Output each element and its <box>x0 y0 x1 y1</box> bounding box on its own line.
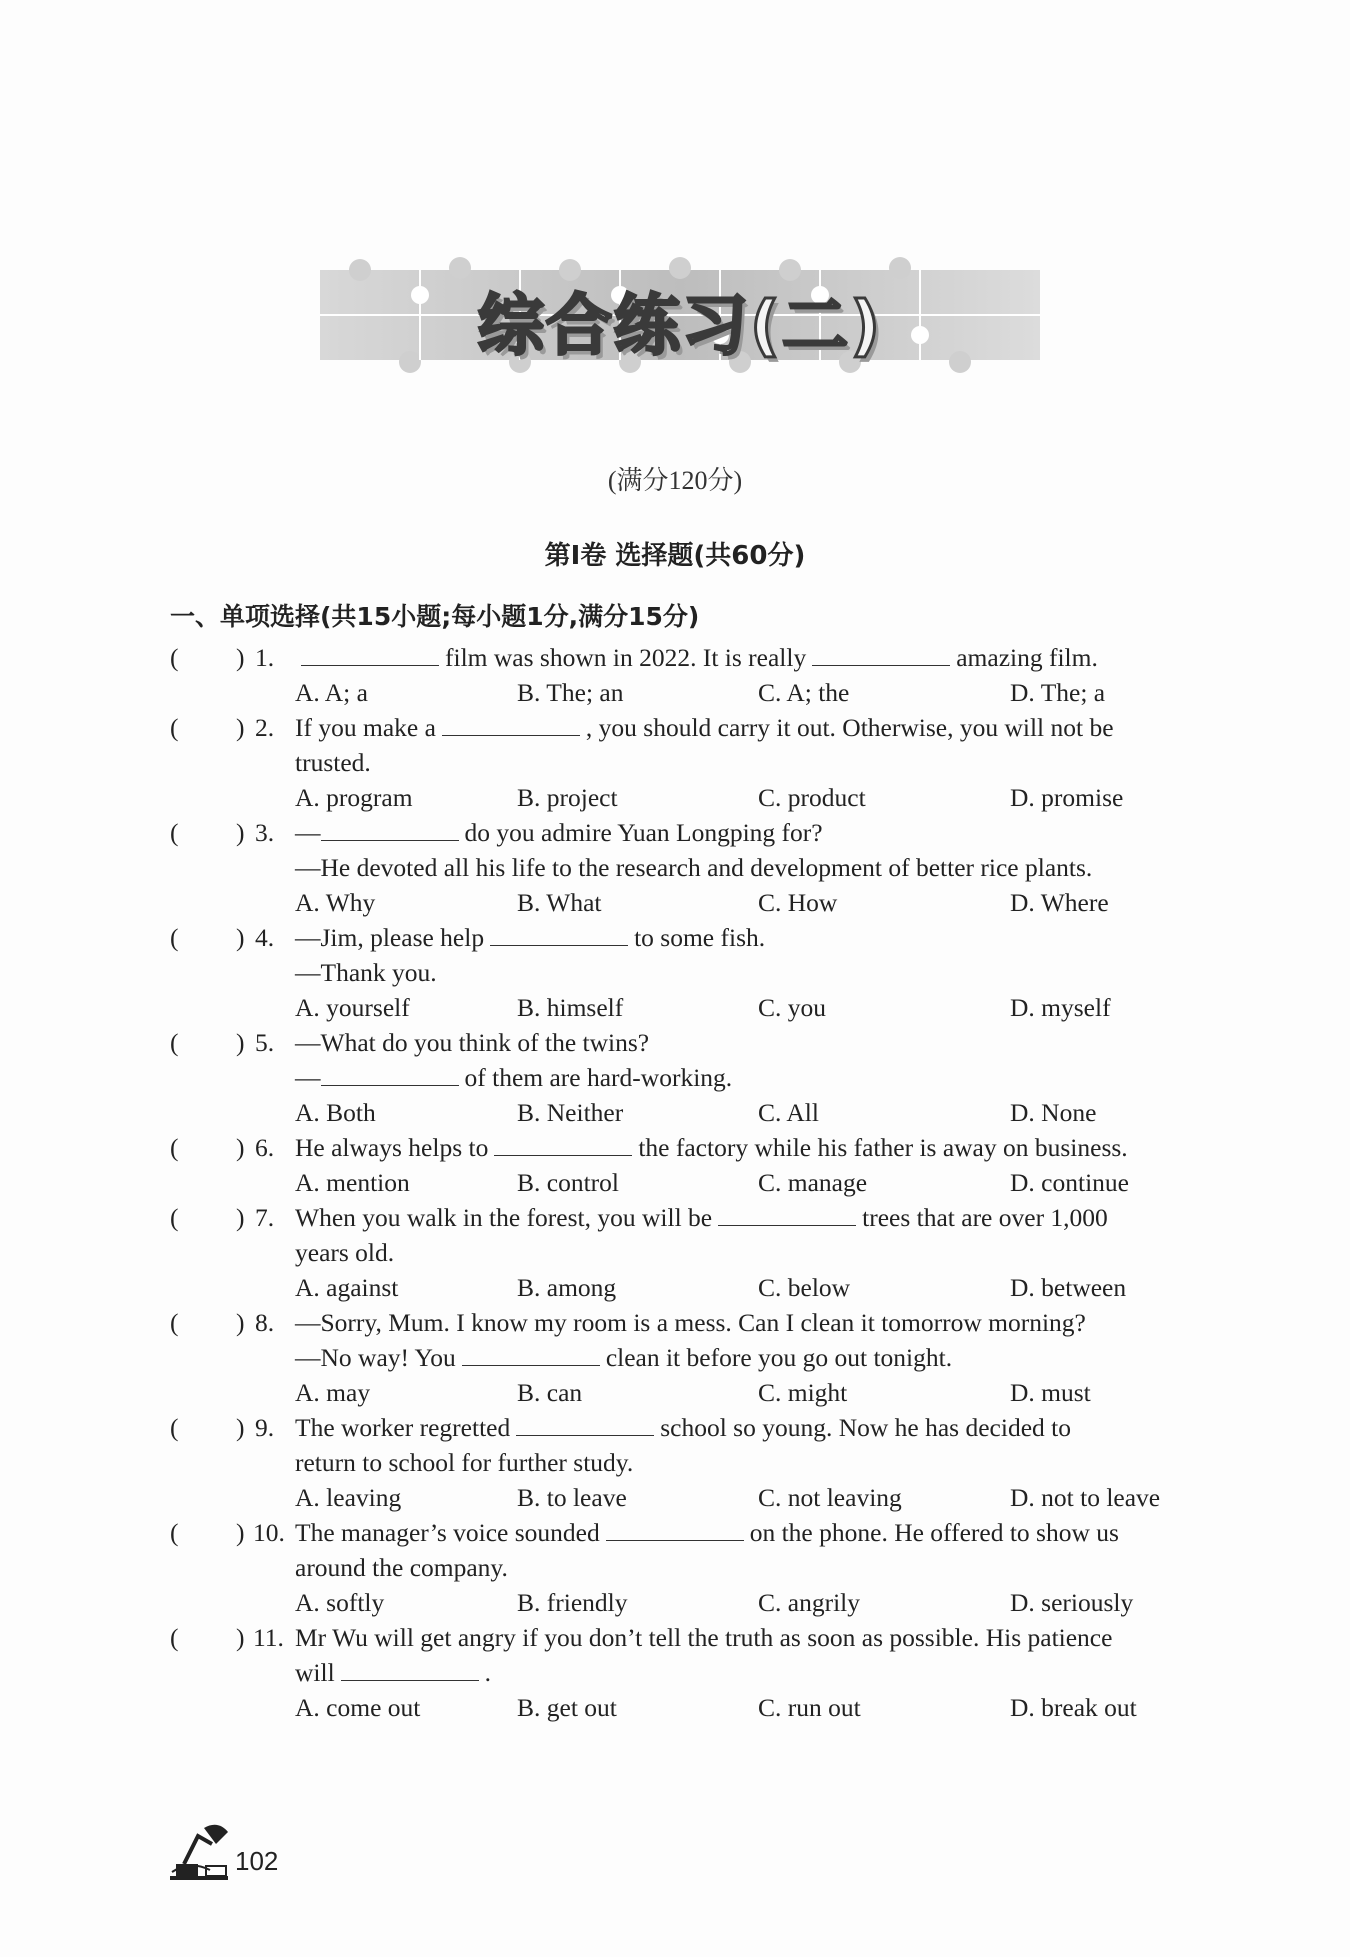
option-b: B. control <box>517 1168 619 1197</box>
answer-paren-right: ) <box>236 1623 245 1652</box>
question-stem-continued: —No way! You clean it before you go out tonight. <box>295 1343 953 1372</box>
option-b: B. friendly <box>517 1588 628 1617</box>
answer-blank <box>301 641 439 666</box>
question-stem-continued: —Thank you. <box>295 958 437 987</box>
question-number: 7. <box>255 1203 275 1232</box>
question-number: 2. <box>255 713 275 742</box>
option-a: A. mention <box>295 1168 410 1197</box>
answer-blank <box>442 711 580 736</box>
answer-paren-right: ) <box>236 1028 245 1057</box>
question-stem: If you make a , you should carry it out. Otherwise, you will not be <box>295 713 1114 742</box>
answer-paren-left: ( <box>170 1518 179 1547</box>
page-number: 102 <box>235 1846 279 1876</box>
question-2 <box>0 710 1350 815</box>
option-d: D. The; a <box>1010 678 1106 707</box>
answer-paren-left: ( <box>170 923 179 952</box>
option-a: A. against <box>295 1273 399 1302</box>
part-title: 第Ⅰ卷 选择题(共60分) <box>544 541 806 571</box>
section-title: 一、单项选择(共15小题;每小题1分,满分15分) <box>170 602 700 631</box>
option-row <box>0 780 1350 815</box>
question-number: 10. <box>253 1518 285 1547</box>
page-title: 综合练习(二) <box>477 287 883 364</box>
option-row <box>0 1270 1350 1305</box>
option-row <box>0 1165 1350 1200</box>
question-number: 5. <box>255 1028 275 1057</box>
option-row <box>0 1585 1350 1620</box>
answer-paren-left: ( <box>170 1028 179 1057</box>
answer-paren-left: ( <box>170 713 179 742</box>
option-b: B. to leave <box>517 1483 627 1512</box>
answer-paren-right: ) <box>236 1133 245 1162</box>
option-c: C. not leaving <box>758 1483 902 1512</box>
answer-paren-left: ( <box>170 1413 179 1442</box>
question-stem: —What do you think of the twins? <box>295 1028 650 1057</box>
option-c: C. All <box>758 1098 819 1127</box>
question-stem: Mr Wu will get angry if you don’t tell the truth as soon as possible. His patience <box>295 1623 1113 1652</box>
option-b: B. What <box>517 888 602 917</box>
answer-blank <box>341 1656 479 1681</box>
answer-blank <box>462 1341 600 1366</box>
answer-paren-right: ) <box>236 643 245 672</box>
option-c: C. How <box>758 888 838 917</box>
question-stem-continued: return to school for further study. <box>295 1448 634 1477</box>
answer-paren-left: ( <box>170 1623 179 1652</box>
question-number: 11. <box>253 1623 284 1652</box>
option-c: C. manage <box>758 1168 868 1197</box>
option-c: C. run out <box>758 1693 861 1722</box>
answer-blank <box>494 1131 632 1156</box>
question-number: 6. <box>255 1133 275 1162</box>
question-stem-continued: trusted. <box>295 748 371 777</box>
question-number: 3. <box>255 818 275 847</box>
question-number: 1. <box>255 643 275 672</box>
answer-paren-right: ) <box>236 1308 245 1337</box>
option-a: A. may <box>295 1378 371 1407</box>
answer-paren-left: ( <box>170 643 179 672</box>
option-b: B. can <box>517 1378 583 1407</box>
option-row <box>0 675 1350 710</box>
question-11 <box>0 1620 1350 1725</box>
option-row <box>0 1095 1350 1130</box>
question-8 <box>0 1305 1350 1410</box>
answer-blank <box>516 1411 654 1436</box>
answer-paren-right: ) <box>236 818 245 847</box>
option-b: B. get out <box>517 1693 617 1722</box>
option-a: A. softly <box>295 1588 385 1617</box>
answer-blank <box>812 641 950 666</box>
option-b: B. himself <box>517 993 624 1022</box>
answer-paren-right: ) <box>236 1203 245 1232</box>
option-d: D. continue <box>1010 1168 1129 1197</box>
question-stem-continued: —He devoted all his life to the research and development of better rice plants. <box>295 853 1093 882</box>
option-d: D. must <box>1010 1378 1091 1407</box>
question-stem: When you walk in the forest, you will be trees that are over 1,000 <box>295 1203 1108 1232</box>
answer-paren-right: ) <box>236 1413 245 1442</box>
answer-paren-left: ( <box>170 1203 179 1232</box>
question-stem-continued: — of them are hard-working. <box>295 1063 733 1092</box>
option-a: A. come out <box>295 1693 421 1722</box>
option-c: C. A; the <box>758 678 850 707</box>
answer-blank <box>490 921 628 946</box>
question-6 <box>0 1130 1350 1200</box>
answer-blank <box>606 1516 744 1541</box>
answer-paren-right: ) <box>236 923 245 952</box>
option-row <box>0 1690 1350 1725</box>
question-3 <box>0 815 1350 920</box>
question-number: 9. <box>255 1413 275 1442</box>
option-row <box>0 1480 1350 1515</box>
option-d: D. promise <box>1010 783 1124 812</box>
title-banner <box>320 232 1040 407</box>
question-4 <box>0 920 1350 1025</box>
option-d: D. not to leave <box>1010 1483 1161 1512</box>
answer-paren-right: ) <box>236 713 245 742</box>
option-d: D. between <box>1010 1273 1127 1302</box>
question-number: 4. <box>255 923 275 952</box>
question-stem: The worker regretted school so young. Now he has decided to <box>295 1413 1071 1442</box>
question-number: 8. <box>255 1308 275 1337</box>
question-stem-continued: years old. <box>295 1238 395 1267</box>
answer-blank <box>718 1201 856 1226</box>
option-d: D. break out <box>1010 1693 1137 1722</box>
option-d: D. Where <box>1010 888 1109 917</box>
answer-blank <box>321 816 459 841</box>
option-d: D. None <box>1010 1098 1097 1127</box>
question-10 <box>0 1515 1350 1620</box>
option-a: A. yourself <box>295 993 410 1022</box>
answer-paren-right: ) <box>236 1518 245 1547</box>
answer-paren-left: ( <box>170 1133 179 1162</box>
answer-paren-left: ( <box>170 1308 179 1337</box>
option-c: C. you <box>758 993 827 1022</box>
option-a: A. leaving <box>295 1483 402 1512</box>
question-stem: film was shown in 2022. It is really amazing film. <box>295 640 1098 675</box>
question-stem: —Jim, please help to some fish. <box>295 923 766 952</box>
answer-blank <box>321 1061 459 1086</box>
question-5 <box>0 1025 1350 1130</box>
option-d: D. myself <box>1010 993 1111 1022</box>
option-c: C. below <box>758 1273 851 1302</box>
option-b: B. among <box>517 1273 617 1302</box>
question-9 <box>0 1410 1350 1515</box>
option-c: C. might <box>758 1378 848 1407</box>
option-c: C. angrily <box>758 1588 860 1617</box>
option-a: A. program <box>295 783 413 812</box>
question-stem-continued: will . <box>295 1658 492 1687</box>
option-b: B. project <box>517 783 618 812</box>
option-b: B. The; an <box>517 678 624 707</box>
question-stem: The manager’s voice sounded on the phone. He offered to show us <box>295 1518 1119 1547</box>
question-1 <box>0 640 1350 710</box>
option-row <box>0 990 1350 1025</box>
option-b: B. Neither <box>517 1098 624 1127</box>
option-a: A. Both <box>295 1098 376 1127</box>
option-a: A. Why <box>295 888 376 917</box>
full-score-note: (满分120分) <box>607 466 743 495</box>
option-d: D. seriously <box>1010 1588 1134 1617</box>
question-stem: — do you admire Yuan Longping for? <box>295 818 823 847</box>
answer-paren-left: ( <box>170 818 179 847</box>
question-stem-continued: around the company. <box>295 1553 508 1582</box>
option-c: C. product <box>758 783 866 812</box>
question-stem: —Sorry, Mum. I know my room is a mess. Can I clean it tomorrow morning? <box>295 1308 1086 1337</box>
question-list <box>0 640 1350 1725</box>
question-7 <box>0 1200 1350 1305</box>
question-stem: He always helps to the factory while his father is away on business. <box>295 1133 1128 1162</box>
option-row <box>0 1375 1350 1410</box>
option-a: A. A; a <box>295 678 368 707</box>
option-row <box>0 885 1350 920</box>
